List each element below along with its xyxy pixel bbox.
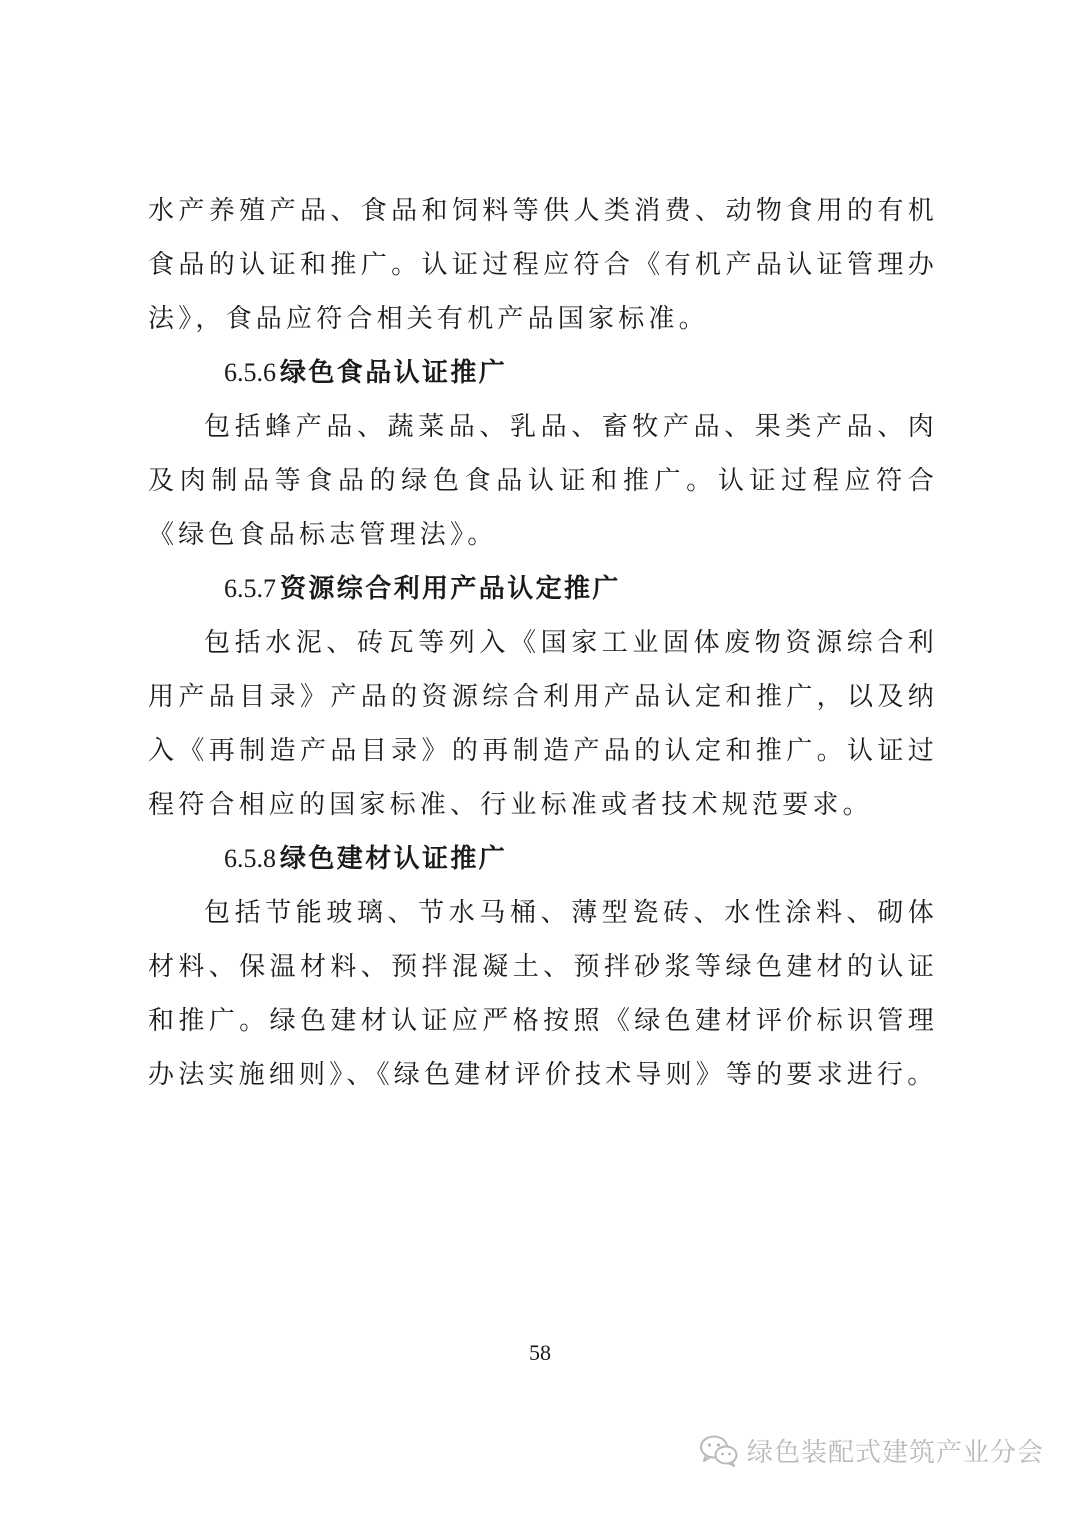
watermark-text: 绿色装配式建筑产业分会	[746, 1438, 1044, 1468]
paragraph-organic-food: 水产养殖产品、食品和饲料等供人类消费、动物食用的有机食品的认证和推广。认证过程应符合《有机产品认证管理办法》，食品应符合相关有机产品国家标准。	[148, 196, 938, 334]
section-number: 6.5.7	[224, 574, 276, 603]
document-body	[148, 184, 938, 1102]
section-title: 绿色食品认证推广	[280, 358, 508, 388]
section-number: 6.5.6	[224, 358, 276, 387]
paragraph-green-building-materials: 包括节能玻璃、节水马桶、薄型瓷砖、水性涂料、砌体材料、保温材料、预拌混凝土、预拌砂浆等绿色建材的认证和推广。绿色建材认证应严格按照《绿色建材评价标识管理办法实施细则》、《绿色建材评价技术导则》等的要求进行。	[148, 898, 938, 1090]
section-title: 资源综合利用产品认定推广	[280, 574, 621, 604]
section-heading-6-5-7	[148, 562, 938, 616]
section-heading-6-5-8	[148, 832, 938, 886]
paragraph-resource-utilization: 包括水泥、砖瓦等列入《国家工业固体废物资源综合利用产品目录》产品的资源综合利用产品认定和推广，以及纳入《再制造产品目录》的再制造产品的认定和推广。认证过程符合相应的国家标准、行业标准或者技术规范要求。	[148, 628, 938, 820]
wechat-icon	[699, 1434, 739, 1468]
paragraph-green-food: 包括蜂产品、蔬菜品、乳品、畜牧产品、果类产品、肉及肉制品等食品的绿色食品认证和推广。认证过程应符合《绿色食品标志管理法》。	[148, 412, 938, 550]
section-number: 6.5.8	[224, 844, 276, 873]
watermark	[699, 1432, 1044, 1469]
section-title: 绿色建材认证推广	[280, 844, 508, 874]
page-number: 58	[529, 1340, 551, 1365]
section-heading-6-5-6	[148, 346, 938, 400]
